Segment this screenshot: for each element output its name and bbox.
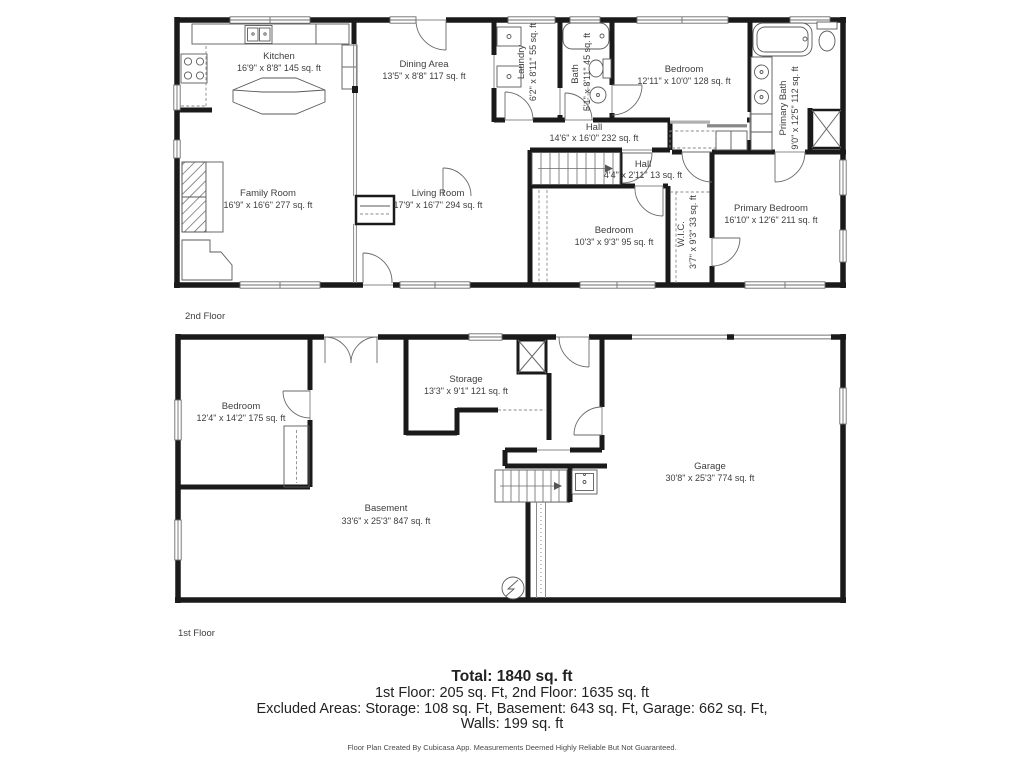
room-dims-family: 16'9" x 16'6" 277 sq. ft: [223, 200, 313, 210]
room-label-wic: W.I.C.: [676, 221, 687, 247]
room-label-storage: Storage: [449, 374, 483, 385]
room-dims-bedroom3: 10'3" x 9'3" 95 sq. ft: [574, 237, 654, 247]
stairs-1f: [495, 470, 567, 502]
room-dims-kitchen: 16'9" x 8'8" 145 sq. ft: [237, 63, 321, 73]
room-label-kitchen: Kitchen: [263, 51, 295, 62]
room-label-bedroom2: Bedroom: [664, 64, 704, 75]
room-label-bath: Bath: [570, 64, 581, 84]
closet-1f: [284, 426, 309, 487]
room-dims-laundry: 6'2" x 8'11" 55 sq. ft: [528, 22, 538, 102]
media-unit: [356, 196, 394, 224]
room-dims-dining: 13'5" x 8'8" 117 sq. ft: [382, 71, 466, 81]
room-label-dining: Dining Area: [399, 59, 449, 70]
refrigerator: [316, 24, 349, 44]
room-dims-primary-bedroom: 16'10" x 12'6" 211 sq. ft: [724, 215, 818, 225]
floor-label-1st: 1st Floor: [178, 628, 215, 639]
interior-walls-1f: [178, 337, 607, 600]
primary-toilet: [819, 31, 835, 51]
total-area: Total: 1840 sq. ft: [451, 668, 573, 685]
first-floor-plan: [175, 333, 846, 639]
electrical-symbol: [502, 577, 524, 599]
room-label-primary-bath: Primary Bath: [778, 80, 789, 136]
room-dims-garage: 30'8" x 25'3" 774 sq. ft: [665, 473, 755, 483]
storage-shower: [518, 340, 546, 373]
room-label-primary-bedroom: Primary Bedroom: [734, 203, 808, 214]
basement-halfwall: [537, 502, 546, 598]
room-dims-basement: 33'6" x 25'3" 847 sq. ft: [341, 516, 431, 526]
room-label-bedroom3: Bedroom: [594, 225, 634, 236]
room-dims-bedroom1: 12'4" x 14'2" 175 sq. ft: [196, 413, 286, 423]
room-label-basement: Basement: [364, 503, 408, 514]
utility-sink: [572, 470, 597, 494]
room-dims-primary-bath: 9'0" x 12'5" 112 sq. ft: [790, 66, 800, 150]
room-dims-wic: 3'7" x 9'3" 33 sq. ft: [688, 195, 698, 269]
floor-label-2nd: 2nd Floor: [185, 311, 226, 322]
walls-area-line: Walls: 199 sq. ft: [460, 716, 564, 732]
second-floor-plan: [174, 17, 846, 322]
fireplace: [182, 162, 232, 280]
room-label-laundry: Laundry: [516, 44, 527, 80]
floors-area-line: 1st Floor: 205 sq. Ft, 2nd Floor: 1635 sq. ft: [374, 685, 650, 701]
room-label-garage: Garage: [694, 461, 726, 472]
room-label-family: Family Room: [240, 188, 296, 199]
bath-sink: [590, 87, 606, 103]
room-dims-hall: 14'6" x 16'0" 232 sq. ft: [549, 133, 639, 143]
kitchen-island: [233, 78, 325, 114]
room-label-living: Living Room: [411, 188, 465, 199]
room-dims-bedroom2: 12'11" x 10'0" 128 sq. ft: [637, 76, 731, 86]
room-dims-living: 17'9" x 16'7" 294 sq. ft: [393, 200, 483, 210]
room-label-bedroom1: Bedroom: [221, 401, 261, 412]
washer: [497, 27, 521, 46]
toilet-tank: [603, 59, 611, 78]
room-dims-storage: 13'3" x 9'1" 121 sq. ft: [424, 386, 508, 396]
primary-toilet-tank: [817, 22, 837, 29]
area-summary: [0, 668, 1024, 752]
room-label-hall-small: Hall: [634, 159, 652, 170]
room-dims-hall-small: 4'4" x 2'11" 13 sq. ft: [603, 170, 683, 180]
stove: [181, 54, 207, 83]
room-dims-bath: 5'1" x 8'11" 45 sq. ft: [582, 32, 592, 112]
sliding-closet-doors: [670, 121, 747, 151]
windows-1f: [175, 334, 846, 560]
excluded-area-line: Excluded Areas: Storage: 108 sq. Ft, Basement: 643 sq. Ft, Garage: 662 sq. Ft,: [256, 700, 768, 717]
disclaimer: Floor Plan Created By Cubicasa App. Measurements Deemed Highly Reliable But Not Guaranteed.: [347, 742, 677, 752]
room-label-hall: Hall: [585, 122, 603, 133]
